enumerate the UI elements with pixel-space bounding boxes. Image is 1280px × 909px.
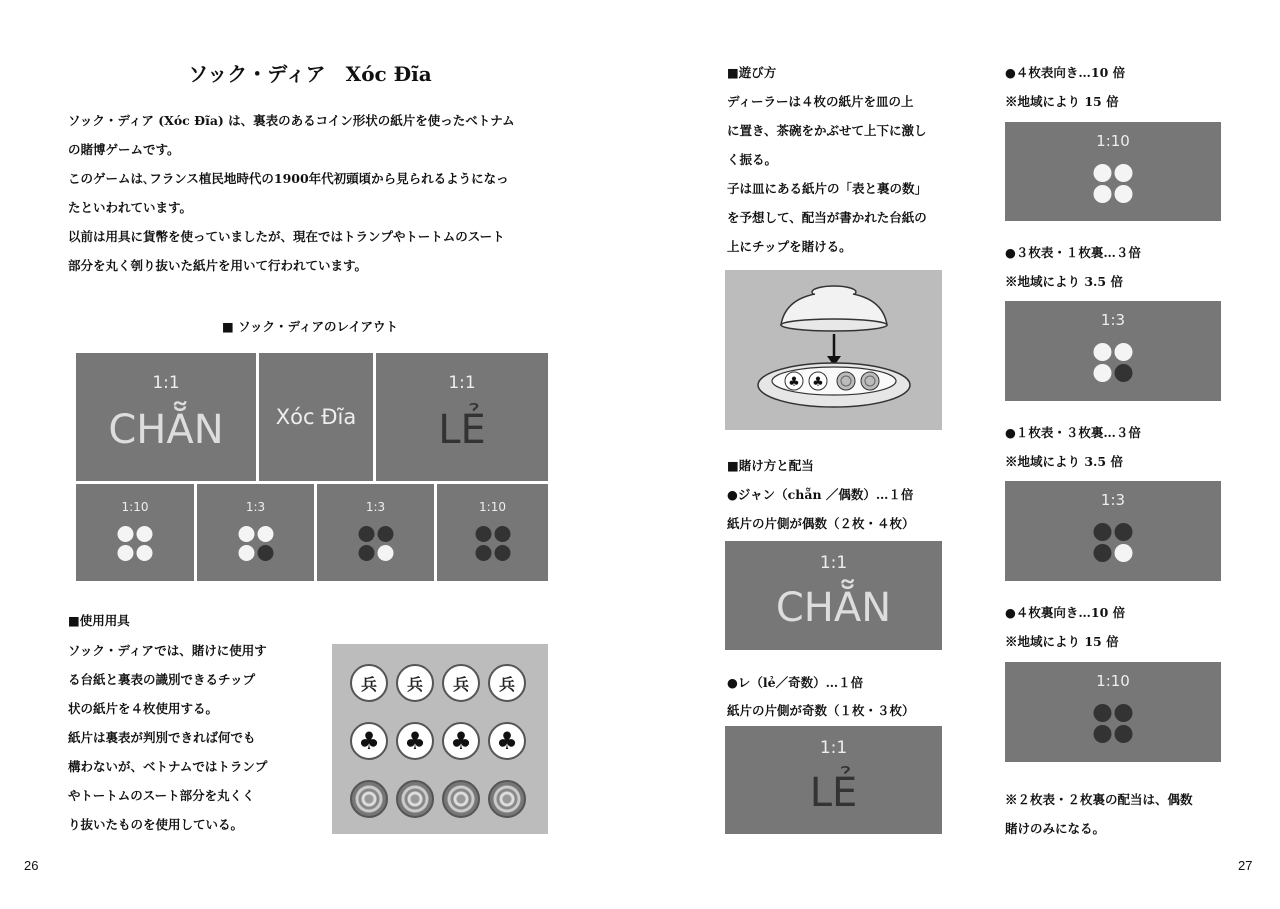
white-dot (1115, 343, 1133, 361)
payout-ratio: 1:10 (1096, 132, 1130, 150)
howto-line: 子は皿にある紙片の「表と裏の数」 (727, 181, 928, 196)
payout-title: ●４枚裏向き…10 倍 (1005, 605, 1126, 620)
tools-line: やトートムのスート部分を丸くく (68, 788, 255, 803)
black-dot (475, 545, 491, 561)
payout-ratio: 1:3 (1100, 491, 1126, 509)
dot-group (358, 526, 393, 561)
dot-group (475, 526, 510, 561)
page-number-right: 27 (1238, 858, 1253, 873)
howto-line: に置き、茶碗をかぶせて上下に激し (727, 123, 927, 138)
footnote-line: 賭けのみになる。 (1005, 821, 1106, 836)
white-dot (1115, 164, 1133, 182)
chips-illustration (332, 644, 548, 834)
white-dot (1115, 544, 1133, 562)
club-chip-icon: ♣ (350, 722, 388, 760)
howto-line: く振る。 (727, 152, 778, 167)
bowl-plate-drawing (725, 270, 942, 430)
white-dot (1094, 364, 1112, 382)
tools-line: る台紙と裏表の識別できるチップ (68, 672, 256, 687)
white-dot (238, 526, 254, 542)
le-bet-card (725, 726, 942, 834)
footnote (1005, 785, 1193, 843)
howto-text (727, 87, 927, 261)
white-dot (1094, 343, 1112, 361)
chan-ratio: 1:1 (152, 373, 180, 393)
chan-bet-title: ●ジャン（chẵn ／偶数）…１倍 (727, 487, 914, 502)
layout-bottom-cell (437, 484, 548, 581)
dot-group (1094, 704, 1133, 743)
figure-chip-icon: 兵 (350, 664, 388, 702)
black-dot (257, 545, 273, 561)
chan-bet-card (725, 541, 942, 650)
dot-group (238, 526, 273, 561)
white-dot (137, 526, 153, 542)
layout-bottom-cell (76, 484, 194, 581)
payout-title: ●４枚表向き…10 倍 (1005, 65, 1126, 80)
black-dot (494, 526, 510, 542)
chan-card-ratio: 1:1 (819, 553, 848, 573)
pattern-chip-icon (350, 780, 388, 818)
white-dot (1094, 185, 1112, 203)
chan-bet-desc: 紙片の片側が偶数（２枚・４枚） (727, 516, 915, 531)
club-chip-icon: ♣ (442, 722, 480, 760)
intro-line: 以前は用具に貨幣を使っていましたが、現在ではトランプやトートムのスート (68, 229, 505, 244)
dot-group (1094, 343, 1133, 382)
footnote-line: ※２枚表・２枚裏の配当は、偶数 (1005, 792, 1193, 807)
payout-title: ●１枚表・３枚裏…３倍 (1005, 425, 1141, 440)
club-chip-icon: ♣ (488, 722, 526, 760)
black-dot (358, 526, 374, 542)
white-dot (1094, 164, 1112, 182)
chan-label: CHẴN (108, 407, 224, 453)
black-dot (1094, 725, 1112, 743)
payout-ratio: 1:10 (1096, 672, 1130, 690)
tools-line: 紙片は裏表が判別できれば何でも (68, 730, 256, 745)
page-number-left: 26 (24, 858, 39, 873)
svg-text:♣: ♣ (788, 375, 800, 390)
le-label: LẺ (438, 407, 486, 453)
howto-heading: ■遊び方 (727, 65, 777, 80)
club-chip-icon: ♣ (396, 722, 434, 760)
figure-chip-icon: 兵 (442, 664, 480, 702)
intro-line: ソック・ディア (Xóc Đĩa) は、裏表のあるコイン形状の紙片を使ったベトナム (68, 113, 515, 128)
layout-le-cell (376, 353, 548, 481)
tools-heading: ■使用用具 (68, 613, 130, 628)
chan-card-label: CHẴN (775, 585, 892, 631)
svg-text:♣: ♣ (812, 375, 824, 390)
pattern-chip-icon (442, 780, 480, 818)
le-ratio: 1:1 (448, 373, 476, 393)
payout-card (1005, 662, 1221, 762)
tools-line: り抜いたものを使用している。 (68, 817, 244, 832)
white-dot (238, 545, 254, 561)
black-dot (1115, 704, 1133, 722)
layout-heading: ■ ソック・ディアのレイアウト (221, 319, 399, 334)
pattern-chip-icon (396, 780, 434, 818)
layout-chan-cell (76, 353, 256, 481)
dot-group (118, 526, 153, 561)
black-dot (358, 545, 374, 561)
payout-title: ●３枚表・１枚裏…３倍 (1005, 245, 1141, 260)
howto-line: ディーラーは４枚の紙片を皿の上 (727, 94, 914, 109)
payout-card (1005, 122, 1221, 221)
black-dot (1094, 523, 1112, 541)
payout-note: ※地域により 15 倍 (1005, 634, 1119, 649)
tools-line: ソック・ディアでは、賭けに使用す (68, 643, 267, 658)
black-dot (1115, 725, 1133, 743)
page-title: ソック・ディア Xóc Đĩa (188, 62, 432, 86)
bowl-plate-illustration (725, 270, 942, 430)
layout-bottom-cell (317, 484, 434, 581)
bets-heading: ■賭け方と配当 (727, 458, 814, 473)
payout-note: ※地域により 15 倍 (1005, 94, 1119, 109)
le-bet-title: ●レ（lẻ／奇数）…１倍 (727, 675, 864, 690)
layout-center-cell (259, 353, 373, 481)
cell-ratio: 1:10 (479, 500, 506, 514)
white-dot (377, 545, 393, 561)
white-dot (118, 526, 134, 542)
intro-text (68, 106, 515, 280)
cell-ratio: 1:3 (365, 500, 386, 514)
tools-line: 状の紙片を４枚使用する。 (68, 701, 219, 716)
figure-chip-icon: 兵 (396, 664, 434, 702)
figure-chip-icon: 兵 (488, 664, 526, 702)
payout-card (1005, 481, 1221, 581)
intro-line: の賭博ゲームです。 (68, 142, 180, 157)
black-dot (1094, 704, 1112, 722)
center-label: Xóc Đĩa (275, 405, 357, 429)
betting-layout-board (76, 353, 548, 581)
black-dot (494, 545, 510, 561)
dot-group (1094, 523, 1133, 562)
black-dot (1094, 544, 1112, 562)
white-dot (1115, 185, 1133, 203)
le-card-label: LẺ (809, 770, 858, 816)
dot-group (1094, 164, 1133, 203)
white-dot (137, 545, 153, 561)
white-dot (118, 545, 134, 561)
payout-card (1005, 301, 1221, 401)
black-dot (1115, 523, 1133, 541)
white-dot (257, 526, 273, 542)
cell-ratio: 1:3 (245, 500, 266, 514)
le-card-ratio: 1:1 (819, 738, 848, 758)
payout-note: ※地域により 3.5 倍 (1005, 454, 1123, 469)
payout-ratio: 1:3 (1100, 311, 1126, 329)
tools-text (68, 636, 267, 839)
payout-note: ※地域により 3.5 倍 (1005, 274, 1123, 289)
howto-line: を予想して、配当が書かれた台紙の (727, 210, 927, 225)
black-dot (377, 526, 393, 542)
le-bet-desc: 紙片の片側が奇数（１枚・３枚） (727, 703, 915, 718)
intro-line: たといわれています。 (68, 200, 193, 215)
intro-line: 部分を丸く刳り抜いた紙片を用いて行われています。 (68, 258, 368, 273)
howto-line: 上にチップを賭ける。 (727, 239, 852, 254)
tools-line: 構わないが、ベトナムではトランプ (68, 759, 268, 774)
black-dot (1115, 364, 1133, 382)
pattern-chip-icon (488, 780, 526, 818)
black-dot (475, 526, 491, 542)
intro-line: このゲームは､フランス植民地時代の1900年代初頭頃から見られるようになっ (68, 171, 509, 186)
cell-ratio: 1:10 (121, 500, 149, 514)
layout-bottom-cell (197, 484, 314, 581)
